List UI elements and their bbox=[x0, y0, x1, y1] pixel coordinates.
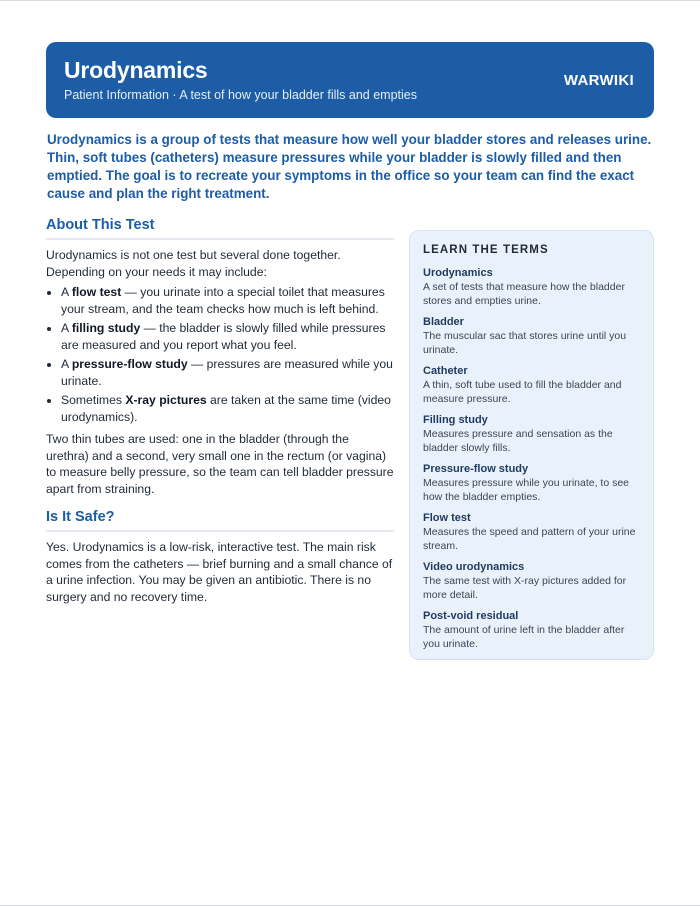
brand-logo: WARWIKI bbox=[563, 72, 634, 89]
glossary-item bbox=[423, 609, 640, 651]
about-lead-paragraph: Urodynamics is not one test but several done together. Depending on your needs it may include: bbox=[46, 248, 341, 279]
glossary-term: Post-void residual bbox=[423, 610, 519, 622]
glossary-term: Catheter bbox=[423, 365, 468, 377]
list-item bbox=[61, 392, 394, 425]
glossary-definition: A set of tests that measure how the bladder stores and empties urine. bbox=[423, 281, 625, 307]
list-item-term: flow test bbox=[71, 285, 122, 299]
list-item-prefix: A bbox=[61, 321, 72, 335]
glossary-term: Pressure-flow study bbox=[423, 463, 529, 475]
list-item-term: pressure-flow study bbox=[71, 357, 188, 371]
list-item bbox=[61, 320, 394, 353]
glossary-item bbox=[423, 315, 640, 357]
glossary-definition: The same test with X-ray pictures added for more detail. bbox=[423, 575, 627, 601]
safety-paragraph: Yes. Urodynamics is a low-risk, interactive test. The main risk comes from the catheters — brief burning and a small chance of a urine infection. You may be given an antibiotic. There is no surgery and no recovery time. bbox=[46, 540, 393, 604]
page-title: Urodynamics bbox=[64, 57, 208, 83]
glossary-definition: Measures pressure and sensation as the bladder slowly fills. bbox=[423, 428, 613, 454]
glossary-definition: Measures the speed and pattern of your urine stream. bbox=[423, 526, 636, 552]
glossary-term: Video urodynamics bbox=[423, 561, 525, 573]
list-item-text: — you urinate into a special toilet that measures your stream, and the team checks how much is left behind. bbox=[61, 285, 385, 316]
glossary-term: Bladder bbox=[423, 316, 464, 328]
glossary-item bbox=[423, 364, 640, 406]
top-divider bbox=[0, 0, 700, 1]
list-item-prefix: A bbox=[61, 357, 72, 371]
test-types-list bbox=[46, 284, 394, 425]
glossary-definition: Measures pressure while you urinate, to see how the bladder empties. bbox=[423, 477, 630, 503]
list-item-text: — pressures are measured while you urinate. bbox=[61, 357, 393, 388]
glossary-item bbox=[423, 413, 640, 455]
glossary-item bbox=[423, 266, 640, 308]
section-heading-safety: Is It Safe? bbox=[46, 509, 394, 532]
list-item-text: — the bladder is slowly filled while pressures are measured and you report what you feel. bbox=[61, 321, 386, 352]
glossary-definition: A thin, soft tube used to fill the bladder and measure pressure. bbox=[423, 379, 622, 405]
glossary-term: Flow test bbox=[423, 512, 471, 524]
list-item-prefix: A bbox=[61, 285, 72, 299]
glossary-term: Filling study bbox=[423, 414, 488, 426]
page-header bbox=[46, 42, 654, 118]
section-heading-about: About This Test bbox=[46, 217, 394, 240]
glossary-item bbox=[423, 511, 640, 553]
intro-summary: Urodynamics is a group of tests that measure how well your bladder stores and releases urine. Thin, soft tubes (catheters) measure pressures while your bladder is slowly filled and then emptied. The goal is to recreate your symptoms in the office so your team can find the exact cause and plan the right treatment. bbox=[47, 132, 652, 201]
main-content bbox=[46, 217, 394, 605]
glossary-item bbox=[423, 462, 640, 504]
list-item bbox=[61, 284, 394, 317]
list-item bbox=[61, 356, 394, 389]
list-item-term: X-ray pictures bbox=[125, 393, 207, 407]
glossary-item bbox=[423, 560, 640, 602]
list-item-text: are taken at the same time (video urodynamics). bbox=[61, 393, 391, 424]
glossary-definition: The muscular sac that stores urine until you urinate. bbox=[423, 330, 627, 356]
list-item-term: filling study bbox=[71, 321, 141, 335]
list-item-prefix: Sometimes bbox=[61, 393, 126, 407]
safety-section bbox=[46, 509, 394, 605]
glossary-panel bbox=[409, 230, 654, 660]
page-subtitle: Patient Information · A test of how your bladder fills and empties bbox=[64, 88, 417, 102]
about-closing-paragraph: Two thin tubes are used: one in the bladder (through the urethra) and a second, very small one in the rectum (or vagina) to measure belly pressure, so the team can tell bladder pressure apart from straining. bbox=[46, 432, 394, 496]
glossary-definition: The amount of urine left in the bladder after you urinate. bbox=[423, 624, 625, 650]
glossary-heading: LEARN THE TERMS bbox=[423, 244, 549, 256]
glossary-term: Urodynamics bbox=[423, 267, 493, 279]
